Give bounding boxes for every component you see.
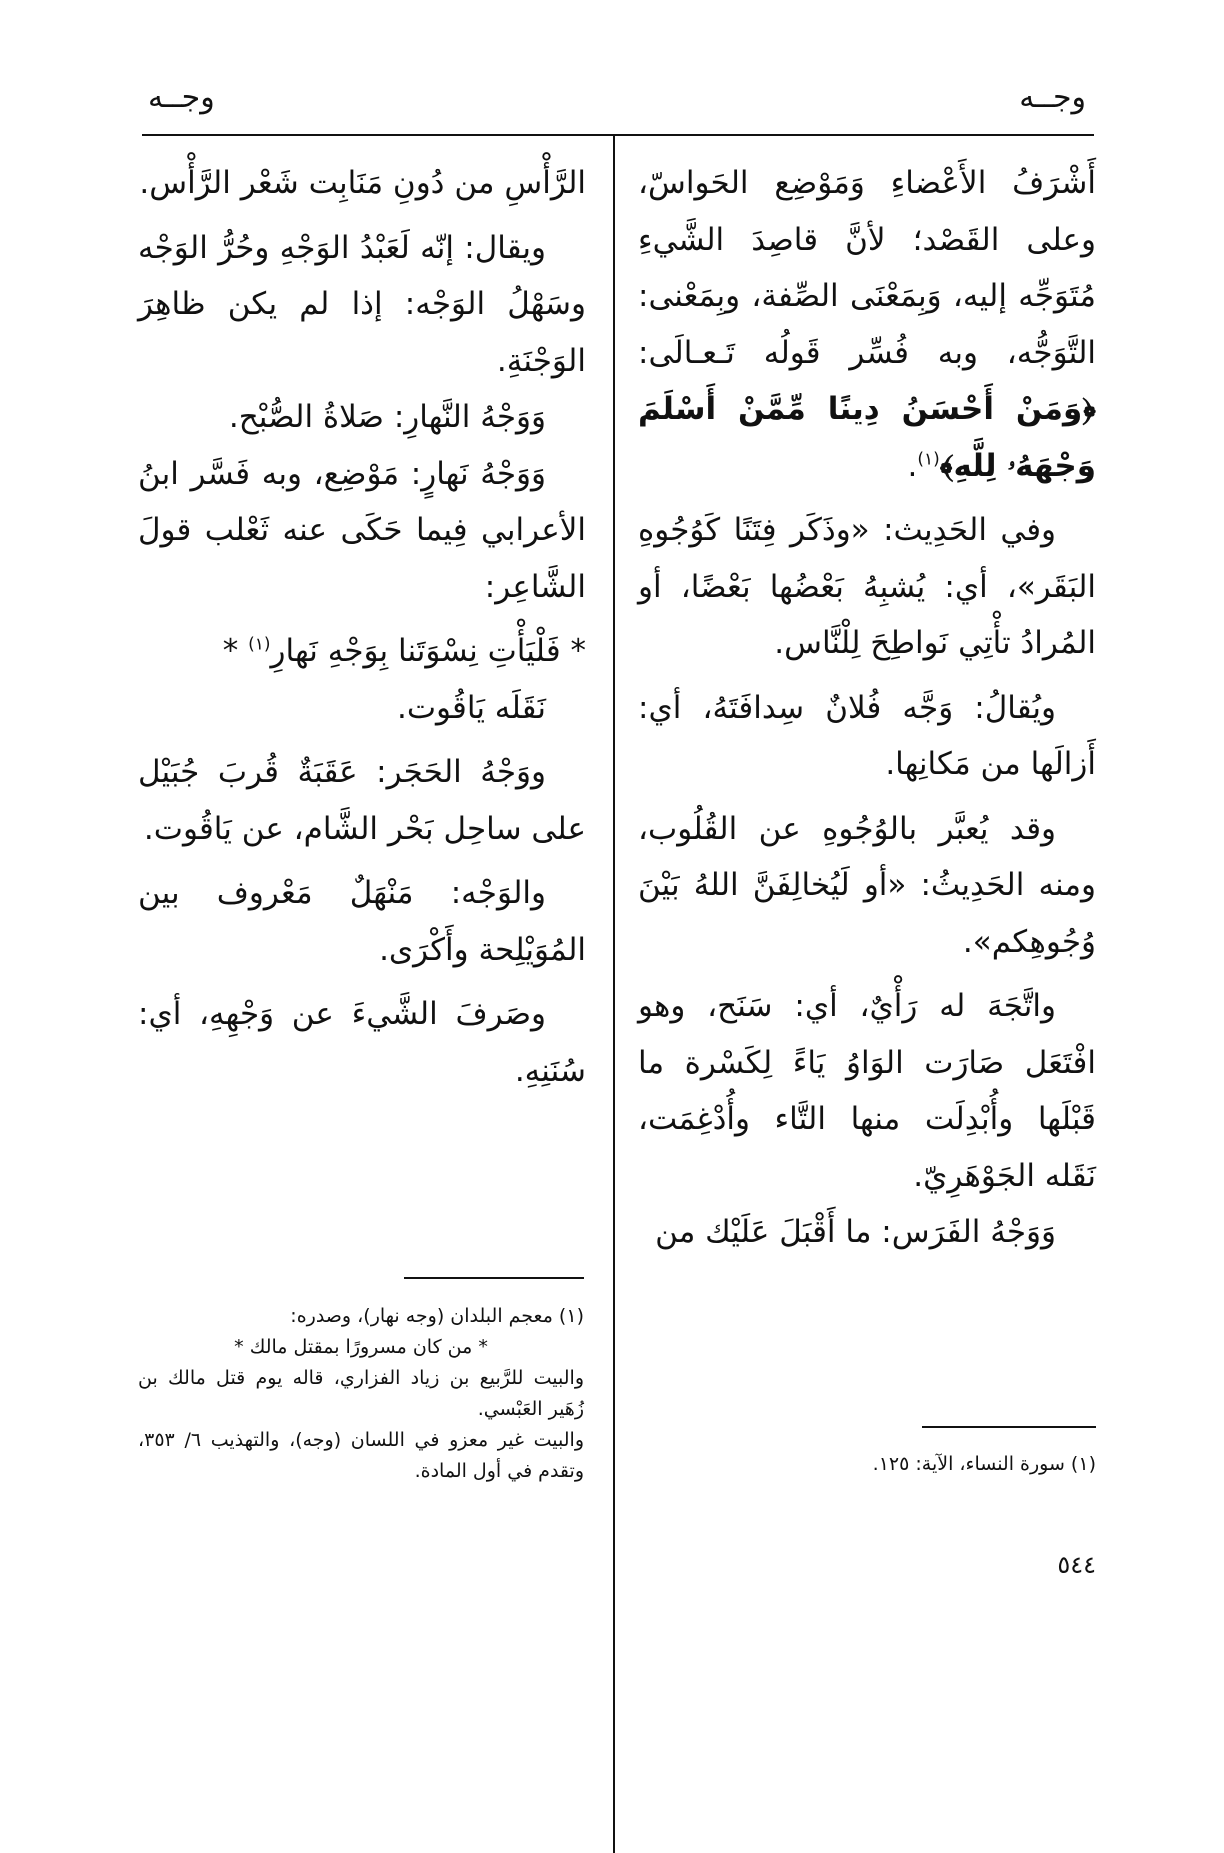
right-column [638,155,1096,1261]
quran-verse: ﴿وَمَنْ أَحْسَنُ دِينًا مِّمَّنْ أَسْلَمَ وَجْهَهُۥ لِلَّهِ﴾ [638,391,1096,484]
running-header-right: وجــه [1019,80,1086,115]
footnote-marker: (١) [248,634,271,655]
entry-paragraph: واتَّجَهَ له رَأْيٌ، أي: سَنَح، وهو افْتَعَل صَارَت الوَاوُ يَاءً لِكَسْرة ما قَبْلَها وأُبْدِلَت منها التَّاء وأُدْغِمَت، نَقَله الجَوْهَرِيّ. [638,988,1096,1194]
entry-paragraph: وَوَجْهُ نَهارٍ: مَوْضِع، وبه فَسَّر ابنُ الأعرابي فِيما حَكَى عنه ثَعْلب قولَ الشَّاعِر: [138,455,586,605]
footnote-marker: (١) [917,449,940,470]
footnote-right [638,1449,1096,1480]
entry-paragraph: وَوَجْهُ الفَرَس: ما أَقْبَلَ عَلَيْك من [655,1214,1056,1250]
verse-text: * فَلْيَأْتِ نِسْوَتَنا بِوَجْهِ نَهارِ [270,633,586,669]
entry-paragraph: وَوَجْهُ النَّهارِ: صَلاةُ الصُّبْح. [228,399,546,435]
paragraph-text: أَشْرَفُ الأَعْضاءِ وَمَوْضِع الحَواسّ، وعلى القَصْد؛ لأنَّ قاصِدَ الشَّيءِ مُتَوَجِّه إليه، وَبِمَعْنَى الصِّفة، وبِمَعْنى: التَّوَجُّه، وبه فُسِّر قَولُه تَـعـالَى: [638,165,1096,371]
footnote-line: (١) معجم البلدان (وجه نهار)، وصدره: [290,1305,584,1327]
left-column [138,155,586,1099]
footnote-line: والبيت غير معزو في اللسان (وجه)، والتهذيب ٦/ ٣٥٣، وتقدم في أول المادة. [138,1429,584,1482]
paragraph-end: . [907,447,918,484]
entry-paragraph [638,155,1096,494]
entry-paragraph: والوَجْه: مَنْهَلٌ مَعْروف بين المُوَيْلِحة وأَكْرَى. [138,875,586,968]
footnote-rule-right [922,1426,1096,1428]
entry-paragraph: ويقال: إنّه لَعَبْدُ الوَجْهِ وحُرُّ الوَجْه وسَهْلُ الوَجْه: إذا لم يكن ظاهِرَ الوَجْنَةِ. [138,229,586,379]
running-header-left: وجــه [148,80,215,115]
footnote-line: والبيت للرَّبيع بن زياد الفزاري، قاله يوم قتل مالك بن زُهَير العَبْسي. [138,1367,584,1420]
header-rule [142,134,1094,136]
footnote-verse: * من كان مسرورًا بمقتل مالك * [234,1336,488,1358]
column-divider [613,135,615,1853]
entry-paragraph: الرَّأْسِ من دُونِ مَنَابِت شَعْر الرَّأْس. [139,165,586,201]
entry-paragraph: ووَجْهُ الحَجَر: عَقَبَةٌ قُربَ جُبَيْل على ساحِل بَحْر الشَّام، عن يَاقُوت. [138,754,586,847]
verse-end: * [222,633,249,669]
entry-paragraph: وقد يُعبَّر بالوُجُوهِ عن القُلُوب، ومنه الحَدِيثُ: «أو لَيُخالِفَنَّ اللهُ بَيْنَ وُجُوهِكم». [638,810,1096,960]
footnote-left [138,1301,584,1487]
entry-paragraph: وصَرفَ الشَّيءَ عن وَجْهِهِ، أي: سُنَنِهِ. [138,996,586,1089]
page-number: ٥٤٤ [1057,1551,1096,1579]
entry-paragraph: ويُقالُ: وَجَّه فُلانٌ سِدافَتَهُ، أي: أَزالَها من مَكانِها. [638,689,1096,782]
footnote-rule-left [404,1277,584,1279]
entry-paragraph: وفي الحَدِيث: «وذَكَر فِتَنًا كَوُجُوهِ البَقَر»، أي: يُشبِهُ بَعْضُها بَعْضًا، أو المُرادُ تأْتِي نَواطِحَ لِلْنَّاس. [638,512,1096,661]
footnote-text: (١) سورة النساء، الآية: ١٢٥. [872,1453,1096,1475]
entry-paragraph: نَقَلَه يَاقُوت. [397,689,546,726]
poetry-verse [138,623,586,680]
